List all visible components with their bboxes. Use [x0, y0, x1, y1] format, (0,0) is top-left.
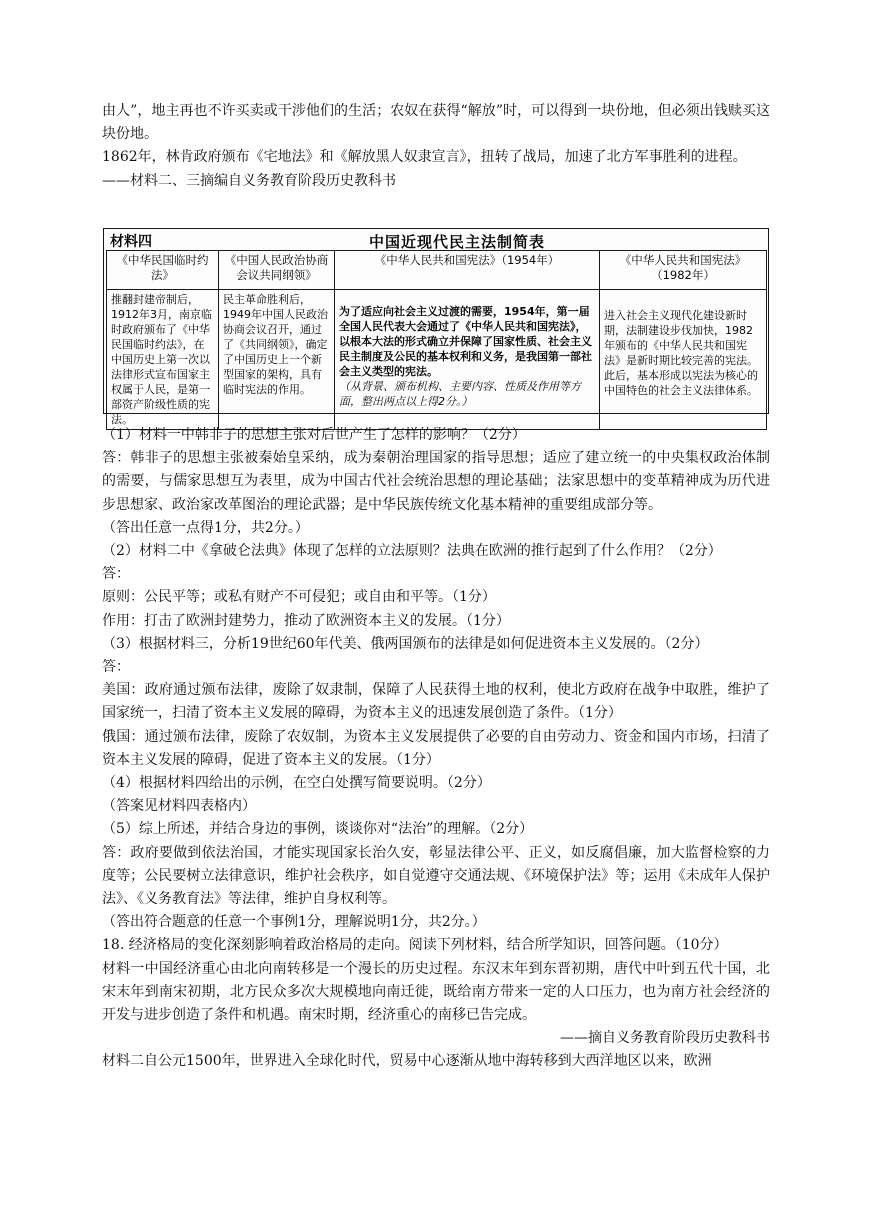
table-header-row — [104, 229, 768, 251]
answer-label: 答： — [102, 659, 130, 676]
law-table — [106, 250, 767, 430]
answer: 答：政府要做到依法治国，才能实现国家长治久安，彰显法律公平、正义，如反腐倡廉，加大监督检察的力度等；公民要树立法律意识，维护社会秩序，如自觉遵守交通法规、《环境保护法》等；运用《未成年人保护法》、《义务教育法》等法律，维护自身权利等。 — [102, 844, 770, 908]
source-line: ——材料二、三摘编自义务教育阶段历史教科书 — [102, 172, 396, 189]
question: （1）材料一中韩非子的思想主张对后世产生了怎样的影响？（2分） — [102, 427, 526, 443]
answer-label: 答： — [102, 566, 130, 583]
answer: （答案见材料四表格内） — [102, 798, 256, 815]
question: 18. 经济格局的变化深刻影响着政治格局的走向。阅读下列材料，结合所学知识，回答问题。（10分） — [102, 937, 728, 954]
question: （3）根据材料三，分析19世纪60年代美、俄两国颁布的法律是如何促进资本主义发展的。（2分） — [102, 635, 709, 652]
table-cell: 推翻封建帝制后，1912年3月，南京临时政府颁布了《中华民国临时约法》，在中国历史上第一次以法律形式宣布国家主权属于人民，是第一部资产阶级性质的宪法。 — [107, 290, 219, 430]
table-row — [107, 290, 767, 430]
table-title: 中国近现代民主法制简表 — [369, 233, 546, 251]
source-line: ——摘自义务教育阶段历史教科书 — [560, 1030, 770, 1047]
column-header: 《中华民国临时约法》 — [107, 251, 219, 290]
answer: 作用：打击了欧洲封建势力，推动了欧洲资本主义的发展。（1分） — [102, 612, 510, 629]
answer: 美国：政府通过颁布法律，废除了奴隶制，保障了人民获得土地的权利，使北方政府在战争中取胜，维护了国家统一，扫清了资本主义发展的障碍，为资本主义的迅速发展创造了条件。（1分） — [102, 682, 770, 722]
question: （2）材料二中《拿破仑法典》体现了怎样的立法原则？法典在欧洲的推行起到了什么作用？（2分） — [102, 543, 722, 560]
paragraph: 1862年，林肯政府颁布《宅地法》和《解放黑人奴隶宣言》，扭转了战局，加速了北方军事胜利的进程。 — [102, 149, 747, 166]
answer-text: 为了适应向社会主义过渡的需要，1954年，第一届全国人民代表大会通过了《中华人民共和国宪法》，以根本大法的形式确立并保障了国家性质、社会主义民主制度及公民的基本权利和义务，是我国第一部社会主义类型的宪法。 — [339, 305, 592, 378]
column-header: 《中华人民共和国宪法》（1982年） — [600, 251, 767, 290]
paragraph: 由人”，地主再也不许买卖或干涉他们的生活；农奴在获得“解放”时，可以得到一块份地，但必须出钱赎买这块份地。 — [102, 103, 770, 143]
question: （4）根据材料四给出的示例，在空白处撰写简要说明。（2分） — [102, 775, 491, 792]
table-row — [107, 251, 767, 290]
answer: 俄国：通过颁布法律，废除了农奴制，为资本主义发展提供了必要的自由劳动力、资金和国内市场，扫清了资本主义发展的障碍，促进了资本主义的发展。（1分） — [102, 728, 770, 768]
material-paragraph: 材料一中国经济重心由北向南转移是一个漫长的历史过程。东汉末年到东晋初期，唐代中叶到五代十国，北宋末年到南宋初期，北方民众多次大规模地向南迁徙，既给南方带来一定的人口压力，也为南方社会经济的开发与进步创造了条件和机遇。南宋时期，经济重心的南移已告完成。 — [102, 960, 770, 1024]
material-label: 材料四 — [110, 234, 152, 250]
scoring-note: （答出任意一点得1分，共2分。） — [102, 519, 309, 536]
table-cell: 进入社会主义现代化建设新时期，法制建设步伐加快，1982年颁布的《中华人民共和国宪法》是新时期比较完善的宪法。此后，基本形成以宪法为核心的中国特色的社会主义法律体系。 — [600, 290, 767, 430]
scoring-note: （从背景、颁布机构、主要内容、性质及作用等方面，整出两点以上得2分。） — [339, 380, 581, 408]
question: （5）综上所述，并结合身边的事例，谈谈你对“法治”的理解。（2分） — [102, 821, 534, 838]
material-paragraph: 材料二自公元1500年，世界进入全球化时代，贸易中心逐渐从地中海转移到大西洋地区以来，欧洲 — [102, 1053, 712, 1070]
column-header: 《中国人民政治协商会议共同纲领》 — [219, 251, 335, 290]
table-cell — [335, 290, 600, 430]
answer: 答：韩非子的思想主张被秦始皇采纳，成为秦朝治理国家的指导思想；适应了建立统一的中央集权政治体制的需要，与儒家思想互为表里，成为中国古代社会统治思想的理论基础；法家思想中的变革精神成为历代进步思想家、政治家改革图治的理论武器；是中华民族传统文化基本精神的重要组成部分等。 — [102, 450, 770, 513]
top-text — [102, 100, 770, 193]
main-text — [102, 424, 770, 1074]
material-four-table-image — [103, 228, 769, 426]
scoring-note: （答出符合题意的任意一个事例1分，理解说明1分，共2分。） — [102, 914, 486, 931]
table-cell: 民主革命胜利后，1949年中国人民政治协商会议召开，通过了《共同纲领》，确定了中国历史上一个新型国家的架构，具有临时宪法的作用。 — [219, 290, 335, 430]
answer: 原则：公民平等；或私有财产不可侵犯；或自由和平等。（1分） — [102, 589, 496, 606]
column-header: 《中华人民共和国宪法》（1954年） — [335, 251, 600, 290]
